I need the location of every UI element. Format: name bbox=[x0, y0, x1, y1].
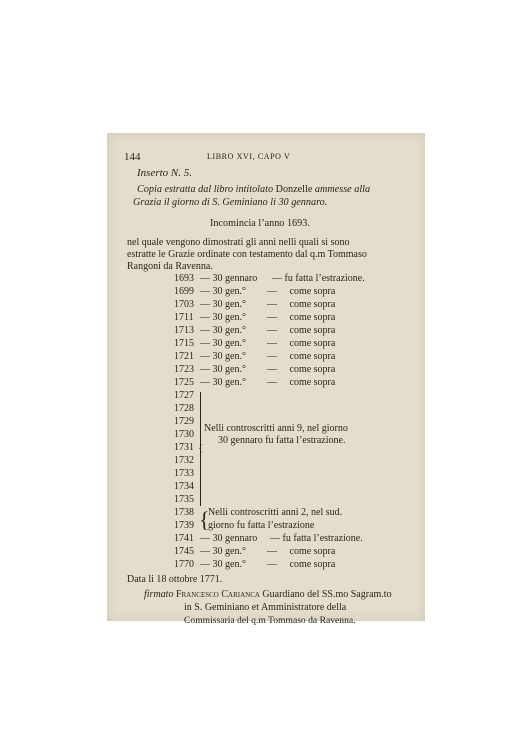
entry-text: — come sopra bbox=[267, 559, 336, 570]
intro-italic-a: Copia estratta dal libro intitolato bbox=[137, 184, 274, 195]
group1-year: 1732 bbox=[174, 455, 194, 466]
group1-year: 1730 bbox=[174, 429, 194, 440]
entry-date: — 30 gen.° bbox=[200, 559, 246, 570]
group1-year: 1728 bbox=[174, 403, 194, 414]
running-head: LIBRO XVI, CAPO V bbox=[207, 152, 291, 161]
entry-date: — 30 gennaro bbox=[200, 273, 258, 284]
signature-line-2: in S. Geminiano et Amministratore della bbox=[184, 602, 347, 613]
entry-date: — 30 gen.° bbox=[200, 364, 246, 375]
firmato-label: firmato bbox=[144, 589, 174, 600]
entry-text: — come sopra bbox=[267, 546, 336, 557]
entry-date: — 30 gen.° bbox=[200, 299, 246, 310]
entry-date: — 30 gen.° bbox=[200, 325, 246, 336]
group2-note: giorno fu fatta l’estrazione bbox=[208, 520, 315, 531]
group1-note: 30 gennaro fu fatta l’estrazione. bbox=[218, 435, 346, 446]
entry-text: — come sopra bbox=[267, 299, 336, 310]
brace-tip: { bbox=[198, 442, 204, 454]
signature-line-3: Commissaria del q.m Tommaso da Ravenna. bbox=[184, 615, 356, 626]
entry-text: — come sopra bbox=[267, 325, 336, 336]
group2-note: Nelli controscritti anni 2, nel sud. bbox=[208, 507, 343, 518]
signer-name: Francesco Carianca bbox=[175, 589, 260, 600]
signer-title: Guardiano del SS.mo Sagram.to bbox=[262, 589, 392, 600]
entry-text: — fu fatta l’estrazione. bbox=[272, 273, 365, 284]
book-page bbox=[107, 133, 425, 626]
incomincia-line: Incomincia l’anno 1693. bbox=[210, 218, 310, 229]
entry-date: — 30 gen.° bbox=[200, 351, 246, 362]
entry-text: — come sopra bbox=[267, 286, 336, 297]
group1-year: 1731 bbox=[174, 442, 194, 453]
intro-line-1 bbox=[137, 184, 370, 195]
entry-text: — come sopra bbox=[267, 364, 336, 375]
entry-year: 1713 bbox=[174, 325, 194, 336]
entry-date: — 30 gen.° bbox=[200, 338, 246, 349]
group1-note: Nelli controscritti anni 9, nel giorno bbox=[204, 423, 348, 434]
entry-date: — 30 gen.° bbox=[200, 286, 246, 297]
intro-line-2: Grazia il giorno di S. Geminiano li 30 gennaro. bbox=[133, 197, 328, 208]
entry-year: 1715 bbox=[174, 338, 194, 349]
entry-date: — 30 gennaro bbox=[200, 533, 258, 544]
brace-group2: { bbox=[199, 507, 210, 532]
group1-year: 1729 bbox=[174, 416, 194, 427]
entry-text: — come sopra bbox=[267, 312, 336, 323]
entry-text: — fu fatta l’estrazione. bbox=[270, 533, 363, 544]
page-number: 144 bbox=[124, 151, 141, 163]
entry-year: 1745 bbox=[174, 546, 194, 557]
group1-year: 1733 bbox=[174, 468, 194, 479]
group1-year: 1727 bbox=[174, 390, 194, 401]
entry-year: 1721 bbox=[174, 351, 194, 362]
entry-date: — 30 gen.° bbox=[200, 312, 246, 323]
entry-text: — come sopra bbox=[267, 377, 336, 388]
entry-year: 1711 bbox=[174, 312, 194, 323]
group2-year: 1738 bbox=[174, 507, 194, 518]
inserto-heading: Inserto N. 5. bbox=[137, 167, 192, 179]
entry-year: 1741 bbox=[174, 533, 194, 544]
entry-year: 1725 bbox=[174, 377, 194, 388]
date-line: Data li 18 ottobre 1771. bbox=[127, 574, 223, 585]
entry-date: — 30 gen.° bbox=[200, 546, 246, 557]
entry-text: — come sopra bbox=[267, 351, 336, 362]
entry-year: 1693 bbox=[174, 273, 194, 284]
entry-text: — come sopra bbox=[267, 338, 336, 349]
signature-line-1 bbox=[144, 589, 392, 600]
intro-italic-b: ammesse alla bbox=[314, 184, 371, 195]
intro-roman: Donzelle bbox=[275, 184, 313, 195]
entry-date: — 30 gen.° bbox=[200, 377, 246, 388]
entry-year: 1699 bbox=[174, 286, 194, 297]
paragraph-line: nel quale vengono dimostrati gli anni nelli quali si sono bbox=[127, 237, 350, 248]
entry-year: 1723 bbox=[174, 364, 194, 375]
paragraph-line: Rangoni da Ravenna. bbox=[127, 261, 213, 272]
entry-year: 1770 bbox=[174, 559, 194, 570]
group1-year: 1735 bbox=[174, 494, 194, 505]
group2-year: 1739 bbox=[174, 520, 194, 531]
paragraph-line: estratte le Grazie ordinate con testamento dal q.m Tommaso bbox=[127, 249, 367, 260]
group1-year: 1734 bbox=[174, 481, 194, 492]
entry-year: 1703 bbox=[174, 299, 194, 310]
